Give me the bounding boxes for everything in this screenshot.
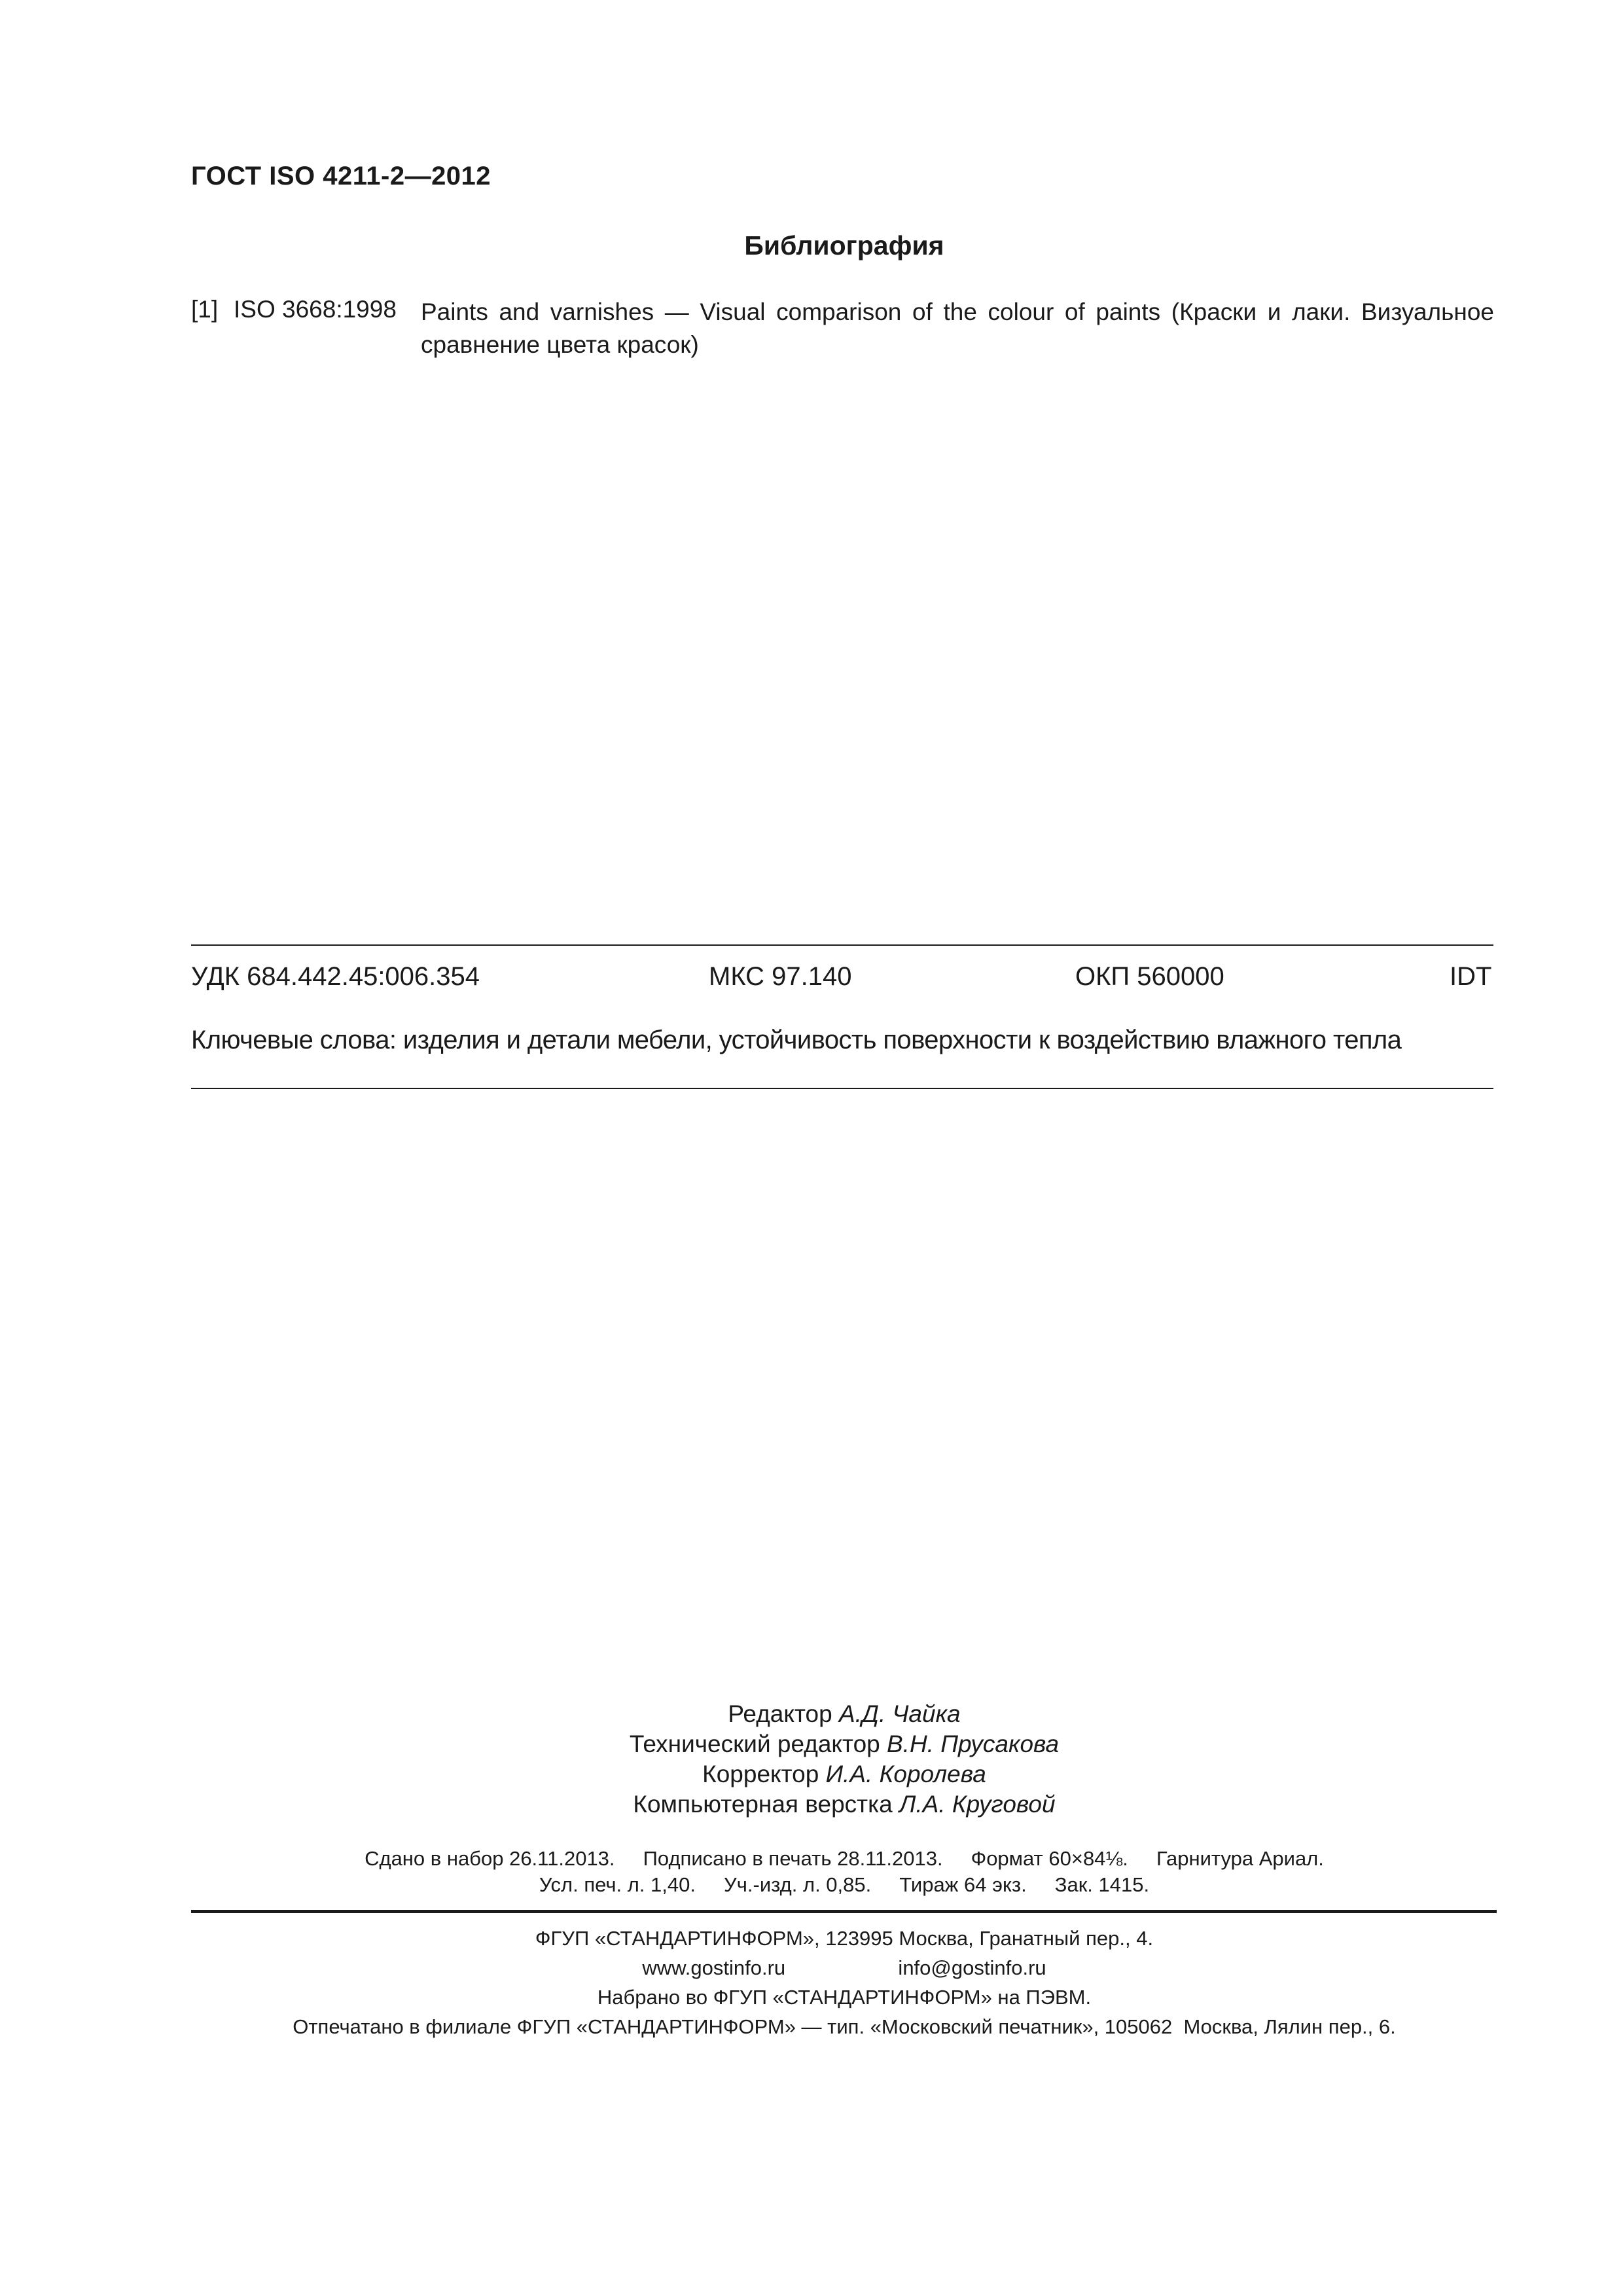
idt-marker: IDT — [1450, 962, 1492, 991]
reference-standard-code: ISO 3668:1998 — [234, 296, 397, 323]
publisher-divider — [191, 1910, 1497, 1913]
publisher-line-3: Набрано во ФГУП «СТАНДАРТИНФОРМ» на ПЭВМ. — [597, 1986, 1092, 2009]
staff-layout: Компьютерная верстка Л.А. Круговой — [633, 1791, 1056, 1818]
reference-number: [1] — [191, 296, 219, 323]
bibliography-title: Библиография — [744, 230, 944, 260]
staff-credits — [0, 1699, 1623, 1820]
udk-code: УДК 684.442.45:006.354 — [191, 962, 480, 991]
okp-code: ОКП 560000 — [1075, 962, 1224, 991]
publisher-line-1: ФГУП «СТАНДАРТИНФОРМ», 123995 Москва, Гранатный пер., 4. — [535, 1927, 1154, 1950]
publisher-contacts: www.gostinfo.ru info@gostinfo.ru — [642, 1956, 1046, 1979]
divider-bottom — [191, 1088, 1493, 1089]
publisher-line-4: Отпечатано в филиале ФГУП «СТАНДАРТИНФОРМ» — тип. «Московский печатник», 105062 Москва, Лялин пер., 6. — [293, 2015, 1396, 2038]
staff-editor: Редактор А.Д. Чайка — [728, 1700, 961, 1727]
divider-top — [191, 944, 1493, 946]
imprint-line-1: Сдано в набор 26.11.2013. Подписано в печать 28.11.2013. Формат 60×84⅛. Гарнитура Ариал. — [365, 1847, 1324, 1870]
reference-text: Paints and varnishes — Visual comparison of the colour of paints (Краски и лаки. Визуальное сравнение цвета красок) — [421, 298, 1494, 358]
staff-tech-editor: Технический редактор В.Н. Прусакова — [629, 1731, 1060, 1757]
staff-proofreader: Корректор И.А. Королева — [702, 1761, 986, 1787]
imprint-line-2: Усл. печ. л. 1,40. Уч.-изд. л. 0,85. Тираж 64 экз. Зак. 1415. — [539, 1873, 1150, 1896]
document-code: ГОСТ ISO 4211-2—2012 — [191, 162, 491, 190]
keywords: Ключевые слова: изделия и детали мебели, устойчивость поверхности к воздействию влажного тепла — [191, 1026, 1402, 1054]
mks-code: МКС 97.140 — [709, 962, 852, 991]
